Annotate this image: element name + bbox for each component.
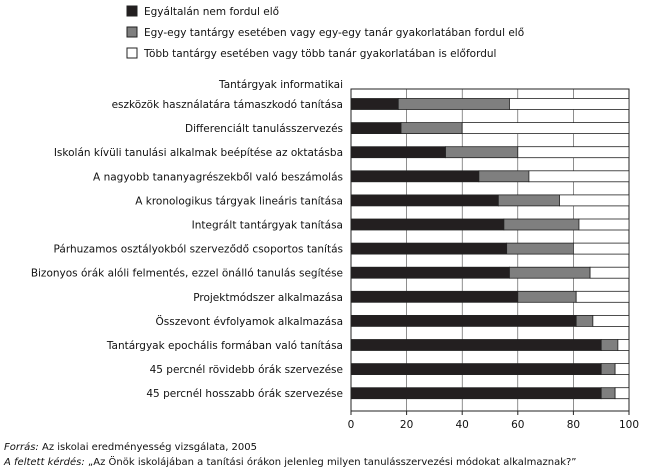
category-label-1-line-2: eszközök használatára támaszkodó tanítása	[111, 99, 343, 111]
category-label-10: Összevont évfolyamok alkalmazása	[155, 315, 343, 328]
bar-5-series-1	[351, 195, 498, 206]
bar-5-series-2	[498, 195, 559, 206]
bar-10-series-3	[593, 315, 629, 326]
category-label-6: Integrált tantárgyak tanítása	[191, 219, 343, 232]
x-tick-label-40: 40	[455, 419, 469, 431]
bar-6-series-3	[579, 219, 629, 230]
category-label-4: A nagyobb tananyagrészekből való beszámolás	[93, 171, 343, 184]
bar-2-series-1	[351, 123, 401, 134]
bar-12-series-2	[601, 364, 615, 375]
bar-13-series-3	[615, 388, 629, 399]
bar-3-series-3	[518, 147, 629, 158]
bar-6-series-2	[504, 219, 579, 230]
bar-1-series-1	[351, 99, 398, 110]
bar-11-series-3	[618, 340, 629, 351]
legend-swatch-2	[127, 27, 137, 37]
bar-12-series-3	[615, 364, 629, 375]
bar-4-series-2	[479, 171, 529, 182]
question-text: „Az Önök iskolájában a tanítási órákon jelenleg milyen tanulásszervezési módokat alkalmaznak?”	[87, 457, 577, 468]
bar-10-series-2	[576, 315, 593, 326]
bar-7-series-2	[507, 243, 574, 254]
bar-6-series-1	[351, 219, 504, 230]
bar-1-series-2	[398, 99, 509, 110]
legend-swatch-1	[127, 6, 137, 16]
legend-label-2: Egy-egy tantárgy esetében vagy egy-egy tanár gyakorlatában fordul elő	[144, 27, 525, 39]
question-label: A feltett kérdés:	[4, 457, 85, 468]
bar-4-series-1	[351, 171, 479, 182]
bar-11-series-2	[601, 340, 618, 351]
source-label: Forrás:	[4, 442, 39, 453]
x-tick-label-60: 60	[511, 419, 525, 431]
x-tick-label-20: 20	[399, 419, 414, 431]
category-label-8: Bizonyos órák alóli felmentés, ezzel önálló tanulás segítése	[30, 267, 343, 280]
x-tick-label-0: 0	[347, 419, 355, 431]
x-tick-label-80: 80	[566, 419, 581, 431]
bar-1-series-3	[509, 99, 629, 110]
question-note	[4, 457, 576, 468]
category-label-1-line-1: Tantárgyak informatikai	[219, 79, 343, 91]
bar-8-series-3	[590, 267, 629, 278]
category-label-7: Párhuzamos osztályokból szerveződő csoportos tanítás	[53, 243, 343, 256]
category-label-12: 45 percnél rövidebb órák szervezése	[149, 364, 343, 377]
bar-9-series-3	[576, 291, 629, 302]
source-note	[4, 442, 257, 453]
category-label-13: 45 percnél hosszabb órák szervezése	[146, 388, 343, 401]
bar-13-series-2	[601, 388, 615, 399]
bar-4-series-3	[529, 171, 629, 182]
legend-swatch-3	[127, 48, 137, 58]
bar-5-series-3	[560, 195, 630, 206]
bar-2-series-3	[462, 123, 629, 134]
source-text: Az iskolai eredményesség vizsgálata, 2005	[42, 442, 258, 453]
category-label-9: Projektmódszer alkalmazása	[193, 291, 343, 304]
bar-13-series-1	[351, 388, 601, 399]
bar-9-series-2	[518, 291, 576, 302]
bar-3-series-2	[446, 147, 518, 158]
x-tick-label-100: 100	[618, 419, 640, 431]
bar-10-series-1	[351, 315, 576, 326]
category-label-2: Differenciált tanulásszervezés	[185, 123, 343, 136]
bar-9-series-1	[351, 291, 518, 302]
legend-label-3: Több tantárgy esetében vagy több tanár gyakorlatában is előfordul	[144, 48, 497, 60]
bar-3-series-1	[351, 147, 446, 158]
bar-8-series-2	[509, 267, 590, 278]
legend-label-1: Egyáltalán nem fordul elő	[144, 6, 280, 18]
bar-8-series-1	[351, 267, 509, 278]
bar-7-series-3	[573, 243, 629, 254]
bar-12-series-1	[351, 364, 601, 375]
bar-2-series-2	[401, 123, 462, 134]
category-label-5: A kronologikus tárgyak lineáris tanítása	[135, 195, 343, 208]
category-label-3: Iskolán kívüli tanulási alkalmak beépítése az oktatásba	[53, 147, 343, 160]
category-label-11: Tantárgyak epochális formában való tanítása	[106, 340, 343, 352]
bar-7-series-1	[351, 243, 507, 254]
bar-11-series-1	[351, 340, 601, 351]
